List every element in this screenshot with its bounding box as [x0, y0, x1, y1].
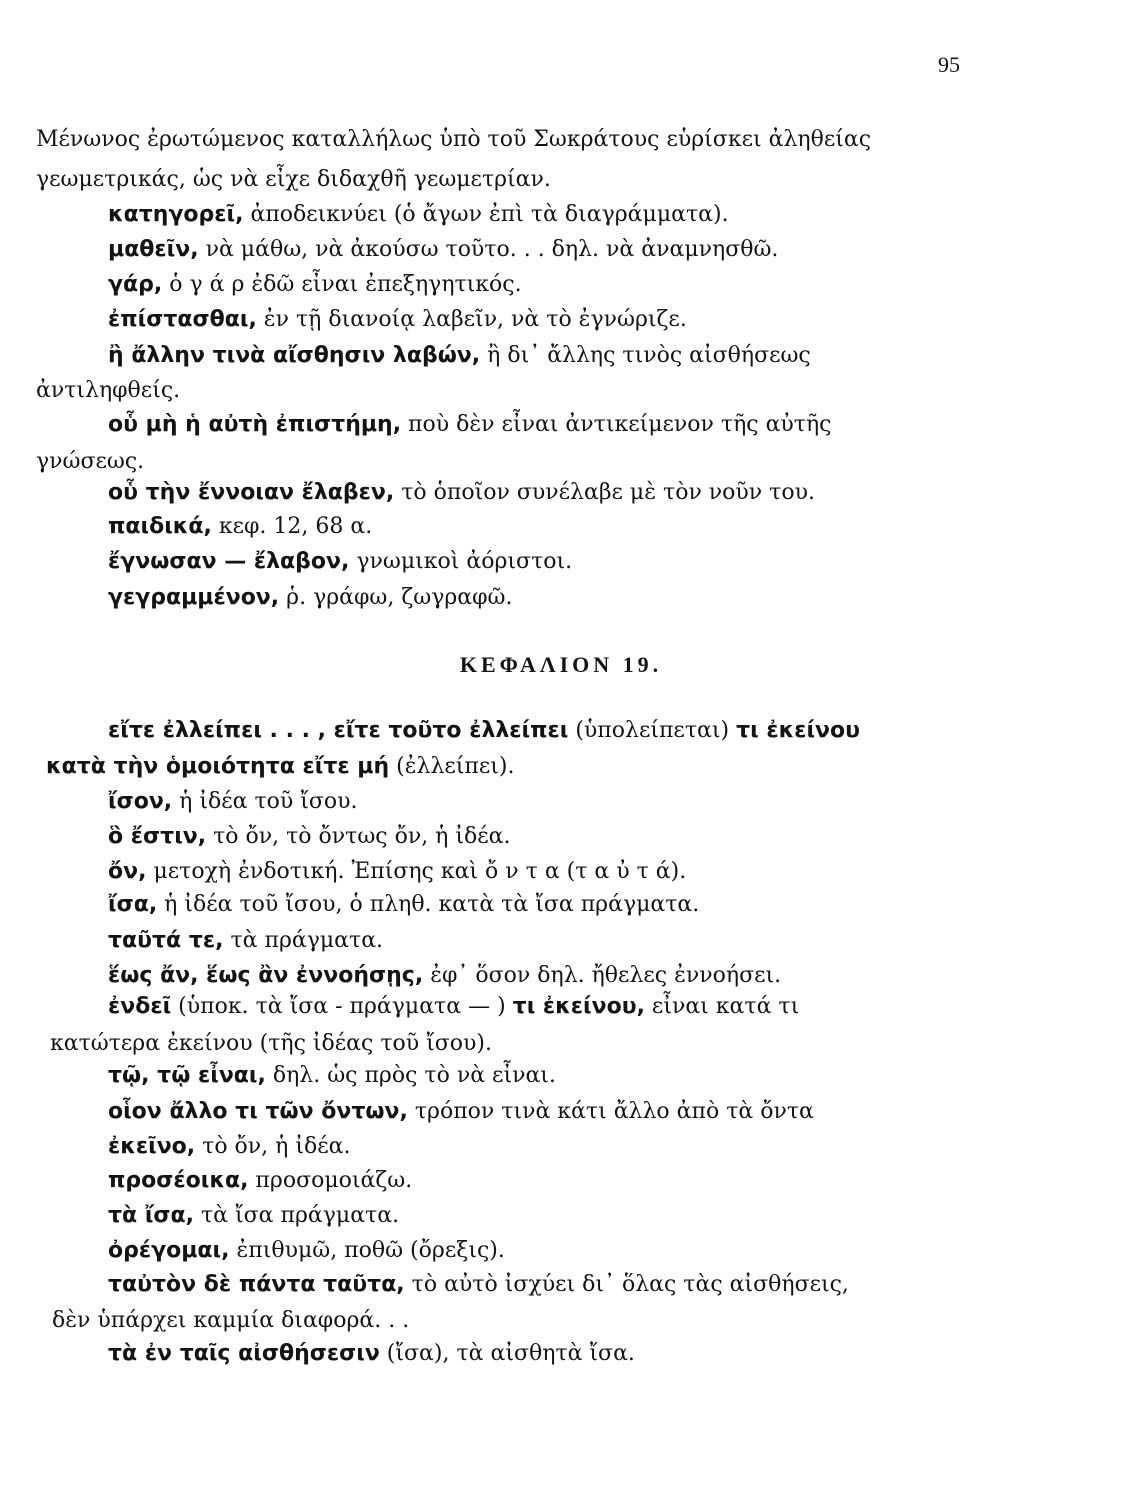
gloss-entry: οὗ τὴν ἔννοιαν ἔλαβεν, τὸ ὁποῖον συνέλαβε μὲ τὸν νοῦν του. — [108, 480, 815, 505]
gloss-term: οὗ μὴ ἡ αὐτὴ ἐπιστήμη, — [108, 412, 402, 437]
gloss-term: ἴσα, — [108, 892, 158, 917]
gloss-entry: οἷον ἄλλο τι τῶν ὄντων, τρόπον τινὰ κάτι ἄλλο ἀπὸ τὰ ὄντα — [108, 1099, 814, 1124]
gloss-entry: ταὐτὸν δὲ πάντα ταῦτα, τὸ αὐτὸ ἰσχύει δι᾽ ὅλας τὰς αἰσθήσεις, — [108, 1272, 849, 1297]
gloss-entry: παιδικά, κεφ. 12, 68 α. — [108, 514, 373, 539]
gloss-term: ταῦτά τε, — [108, 928, 224, 953]
gloss-term: ὄν, — [108, 859, 147, 884]
gloss-entry: ἕως ἄν, ἕως ἂν ἐννοήσῃς, ἐφ᾽ ὅσον δηλ. ἤθελες ἐννοήσει. — [108, 963, 782, 988]
gloss-entry: κατηγορεῖ, ἀποδεικνύει (ὁ ἄγων ἐπὶ τὰ διαγράμματα). — [108, 202, 729, 227]
gloss-entry: τῷ, τῷ εἶναι, δηλ. ὡς πρὸς τὸ νὰ εἶναι. — [108, 1063, 556, 1088]
gloss-entry: γάρ, ὁ γ ά ρ ἐδῶ εἶναι ἐπεξηγητικός. — [108, 272, 522, 297]
text-line: γνώσεως. — [36, 449, 145, 474]
text-line: δὲν ὑπάρχει καμμία διαφορά. . . — [52, 1308, 410, 1333]
gloss-term: γάρ, — [108, 272, 163, 297]
gloss-entry: ἴσα, ἡ ἰδέα τοῦ ἴσου, ὁ πληθ. κατὰ τὰ ἴσα πράγματα. — [108, 892, 700, 917]
gloss-entry: προσέοικα, προσομοιάζω. — [108, 1168, 413, 1193]
gloss-term: ἴσον, — [108, 789, 173, 814]
gloss-entry: τὰ ἐν ταῖς αἰσθήσεσιν (ἴσα), τὰ αἰσθητὰ ἴσα. — [108, 1341, 635, 1366]
gloss-entry: μαθεῖν, νὰ μάθω, νὰ ἀκούσω τοῦτο. . . δηλ. νὰ ἀναμνησθῶ. — [108, 237, 779, 262]
gloss-entry: γεγραμμένον, ῥ. γράφω, ζωγραφῶ. — [108, 585, 513, 610]
gloss-term: μαθεῖν, — [108, 237, 199, 262]
gloss-entry: τὰ ἴσα, τὰ ἴσα πράγματα. — [108, 1203, 400, 1228]
gloss-entry: ὃ ἔστιν, τὸ ὄν, τὸ ὄντως ὄν, ἡ ἰδέα. — [108, 824, 511, 849]
gloss-entry: εἴτε ἐλλείπει . . . , εἴτε τοῦτο ἐλλείπει (ὑπολείπεται) τι ἐκείνου — [108, 718, 860, 743]
gloss-entry: ἴσον, ἡ ἰδέα τοῦ ἴσου. — [108, 789, 358, 814]
gloss-entry: οὗ μὴ ἡ αὐτὴ ἐπιστήμη, ποὺ δὲν εἶναι ἀντικείμενον τῆς αὐτῆς — [108, 412, 832, 437]
gloss-term: τι ἐκείνου, — [512, 994, 645, 1019]
gloss-term: προσέοικα, — [108, 1168, 249, 1193]
gloss-term: οἷον ἄλλο τι τῶν ὄντων, — [108, 1099, 408, 1124]
gloss-term: κατηγορεῖ, — [108, 202, 244, 227]
gloss-term: ἐπίστασθαι, — [108, 307, 257, 332]
gloss-term: τὰ ἴσα, — [108, 1203, 194, 1228]
chapter-heading: ΚΕΦΑΛΙΟΝ 19. — [459, 652, 663, 677]
gloss-term: ὀρέγομαι, — [108, 1238, 230, 1263]
gloss-term: ἕως ἄν, ἕως ἂν ἐννοήσῃς, — [108, 963, 424, 988]
page-number: 95 — [938, 52, 960, 77]
gloss-term: ἢ ἄλλην τινὰ αἴσθησιν λαβών, — [108, 343, 481, 368]
gloss-entry: ἔγνωσαν — ἔλαβον, γνωμικοὶ ἀόριστοι. — [108, 549, 573, 574]
gloss-term: κατὰ τὴν ὁμοιότητα εἴτε μή — [46, 754, 390, 779]
gloss-term: ὃ ἔστιν, — [108, 824, 207, 849]
gloss-term: γεγραμμένον, — [108, 585, 280, 610]
gloss-term: παιδικά, — [108, 514, 212, 539]
gloss-term: οὗ τὴν ἔννοιαν ἔλαβεν, — [108, 480, 395, 505]
gloss-term: ἔγνωσαν — ἔλαβον, — [108, 549, 350, 574]
gloss-term: εἴτε ἐλλείπει . . . , εἴτε τοῦτο ἐλλείπει — [108, 718, 569, 743]
gloss-entry: ἐνδεῖ (ὑποκ. τὰ ἴσα - πράγματα — ) τι ἐκείνου, εἶναι κατά τι — [108, 994, 800, 1019]
gloss-entry: ἢ ἄλλην τινὰ αἴσθησιν λαβών, ἢ δι᾽ ἄλλης τινὸς αἰσθήσεως — [108, 343, 811, 368]
gloss-term: ἐνδεῖ — [108, 994, 172, 1019]
gloss-entry: ἐπίστασθαι, ἐν τῇ διανοίᾳ λαβεῖν, νὰ τὸ ἐγνώριζε. — [108, 307, 687, 332]
gloss-entry: ὄν, μετοχὴ ἐνδοτική. Ἐπίσης καὶ ὄ ν τ α (τ α ὐ τ ά). — [108, 859, 687, 884]
gloss-entry: ὀρέγομαι, ἐπιθυμῶ, ποθῶ (ὄρεξις). — [108, 1238, 505, 1263]
gloss-term: τῷ, τῷ εἶναι, — [108, 1063, 266, 1088]
gloss-term: ταὐτὸν δὲ πάντα ταῦτα, — [108, 1272, 405, 1297]
gloss-entry: ταῦτά τε, τὰ πράγματα. — [108, 928, 384, 953]
gloss-term: τι ἐκείνου — [736, 718, 860, 743]
gloss-term: ἐκεῖνο, — [108, 1134, 196, 1159]
text-line: κατώτερα ἐκείνου (τῆς ἰδέας τοῦ ἴσου). — [50, 1031, 492, 1056]
gloss-entry: ἐκεῖνο, τὸ ὄν, ἡ ἰδέα. — [108, 1134, 351, 1159]
gloss-term: τὰ ἐν ταῖς αἰσθήσεσιν — [108, 1341, 380, 1366]
text-line: Μένωνος ἐρωτώμενος καταλλήλως ὑπὸ τοῦ Σωκράτους εὑρίσκει ἀληθείας — [36, 127, 872, 152]
text-line: γεωμετρικάς, ὡς νὰ εἶχε διδαχθῆ γεωμετρίαν. — [36, 167, 551, 192]
text-line: ἀντιληφθείς. — [36, 378, 181, 403]
gloss-entry: κατὰ τὴν ὁμοιότητα εἴτε μή (ἐλλείπει). — [46, 754, 515, 779]
